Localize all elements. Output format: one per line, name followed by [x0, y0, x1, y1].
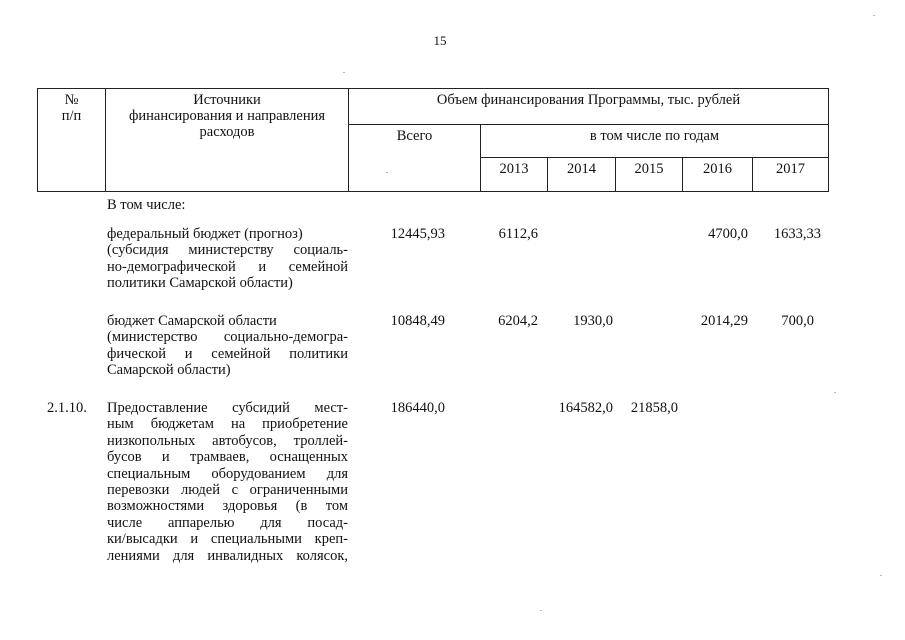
desc-line: бюджет Самарской области	[107, 313, 277, 329]
row-value-2015: 21858,0	[630, 400, 678, 416]
row-value-2016: 2014,29	[700, 313, 748, 329]
header-year-cell	[481, 158, 548, 192]
table-header	[37, 88, 829, 192]
desc-line: ным бюджетам на приобретение	[107, 416, 348, 433]
header-year-cell	[683, 158, 753, 192]
header-by-years-text: в том числе по годам	[589, 128, 720, 144]
header-year-cell	[548, 158, 616, 192]
row-total: 12445,93	[390, 226, 445, 242]
desc-line: федеральный бюджет (прогноз)	[107, 226, 303, 242]
header-total-cell	[349, 125, 481, 192]
row-description	[107, 400, 348, 564]
year-label: 2016	[703, 161, 732, 177]
row-description	[107, 226, 348, 292]
section-label: В том числе:	[107, 197, 186, 213]
desc-line: (министерство социально-демогра-	[107, 329, 348, 346]
desc-line: Самарской области)	[107, 362, 231, 379]
header-source-line: финансирования и направления	[128, 108, 326, 124]
header-num-line: №	[64, 92, 79, 108]
row-value-2017: 1633,33	[773, 226, 821, 242]
scan-speck	[343, 72, 345, 73]
desc-line: но-демографической и семейной	[107, 258, 348, 275]
desc-line: перевозки людей с ограниченными	[107, 481, 348, 498]
header-num-cell	[38, 89, 106, 192]
desc-line: лениями для инвалидных колясок,	[107, 547, 348, 564]
row-value-2013: 6204,2	[498, 313, 538, 329]
row-description	[107, 313, 348, 379]
page-number: 15	[433, 33, 447, 48]
desc-line: возможностями здоровья (в том	[107, 498, 348, 515]
scan-speck	[540, 610, 542, 611]
header-num-line: п/п	[61, 108, 82, 124]
row-value-2013: 6112,6	[498, 226, 538, 242]
scan-speck	[873, 15, 875, 16]
row-value-2017: 700,0	[781, 313, 814, 329]
header-year-cell	[753, 158, 829, 192]
year-label: 2014	[567, 161, 596, 177]
desc-line: специальным оборудованием для	[107, 465, 348, 482]
row-number: 2.1.10.	[47, 400, 87, 416]
desc-line: политики Самарской области)	[107, 275, 293, 292]
row-total: 186440,0	[390, 400, 445, 416]
header-year-cell	[616, 158, 683, 192]
header-total-text: Всего	[396, 128, 433, 144]
header-volume-title	[349, 89, 829, 125]
row-value-2016: 4700,0	[708, 226, 748, 242]
year-label: 2015	[634, 161, 664, 177]
desc-line: Предоставление субсидий мест-	[107, 400, 348, 416]
desc-line: ки/высадки и специальными креп-	[107, 531, 348, 548]
desc-line: низкопольных автобусов, троллей-	[107, 432, 348, 449]
desc-line: числе аппарелью для посад-	[107, 514, 348, 531]
year-label: 2013	[499, 161, 529, 177]
header-source-line: Источники	[193, 92, 261, 108]
volume-title-text: Объем финансирования Программы, тыс. рублей	[436, 92, 741, 108]
desc-line: бусов и трамваев, оснащенных	[107, 449, 348, 466]
header-source-line: расходов	[199, 124, 255, 140]
year-label: 2017	[776, 161, 805, 177]
header-by-years-cell	[481, 125, 829, 158]
scan-speck	[386, 172, 388, 173]
desc-line: фической и семейной политики	[107, 345, 348, 362]
header-source-cell	[106, 89, 349, 192]
row-total: 10848,49	[390, 313, 445, 329]
row-value-2014: 1930,0	[573, 313, 613, 329]
row-value-2014: 164582,0	[558, 400, 613, 416]
scan-speck	[880, 575, 882, 576]
desc-line: (субсидия министерству социаль-	[107, 242, 348, 259]
scan-speck	[834, 392, 836, 393]
